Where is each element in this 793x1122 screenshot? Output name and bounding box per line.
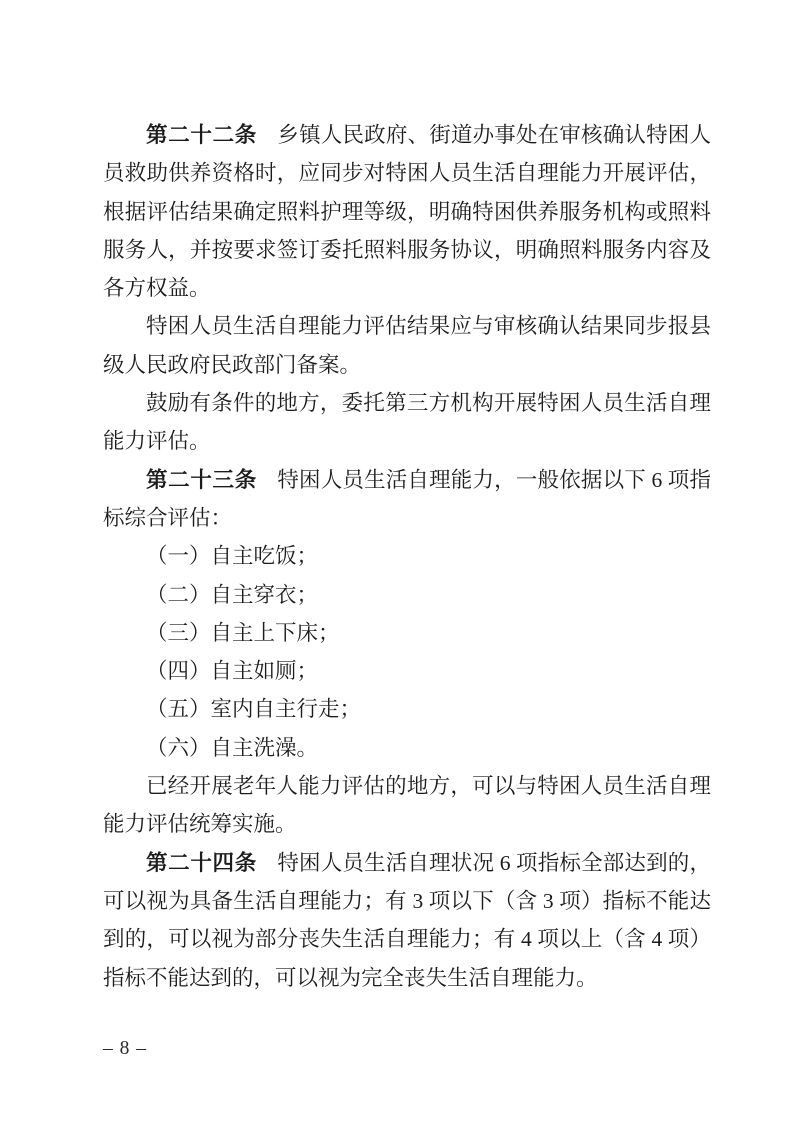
para-elderly-assessment	[103, 767, 711, 844]
filing-requirement-text: 特困人员生活自理能力评估结果应与审核确认结果同步报县级人民政府民政部门备案。	[103, 314, 711, 377]
list-item-4-text: （四）自主如厕；	[146, 659, 319, 684]
list-item-5-text: （五）室内自主行走；	[146, 697, 362, 722]
para-third-party-assessment	[103, 384, 711, 461]
article-22-term: 第二十二条	[146, 123, 257, 147]
para-filing-requirement	[103, 307, 711, 384]
page-number: – 8 –	[103, 1038, 147, 1059]
elderly-assessment-text: 已经开展老年人能力评估的地方，可以与特困人员生活自理能力评估统筹实施。	[103, 774, 711, 837]
list-item-4	[103, 652, 711, 690]
article-23-body: 特困人员生活自理能力，一般依据以下 6 项指标综合评估：	[103, 467, 711, 530]
para-article-22	[103, 116, 711, 307]
para-article-24	[103, 844, 711, 997]
third-party-assessment-text: 鼓励有条件的地方，委托第三方机构开展特困人员生活自理能力评估。	[103, 391, 711, 454]
article-24-term: 第二十四条	[146, 850, 257, 875]
body-text	[103, 116, 711, 997]
list-item-3	[103, 614, 711, 652]
list-item-2-text: （二）自主穿衣；	[146, 582, 319, 607]
list-item-6	[103, 729, 711, 767]
list-item-5	[103, 690, 711, 728]
list-item-6-text: （六）自主洗澡。	[146, 735, 319, 760]
list-item-3-text: （三）自主上下床；	[146, 620, 340, 645]
article-23-term: 第二十三条	[146, 467, 257, 492]
list-item-1-text: （一）自主吃饭；	[146, 544, 319, 569]
list-item-2	[103, 576, 711, 614]
list-item-1	[103, 537, 711, 575]
article-24-body: 特困人员生活自理状况 6 项指标全部达到的，可以视为具备生活自理能力；有 3 项以下（含 3 项）指标不能达到的，可以视为部分丧失生活自理能力；有 4 项以上（含 4 项）指标不能达到的，可以视为完全丧失生活自理能力。	[103, 850, 711, 990]
para-article-23	[103, 461, 711, 538]
article-22-body: 乡镇人民政府、街道办事处在审核确认特困人员救助供养资格时，应同步对特困人员生活自理能力开展评估，根据评估结果确定照料护理等级，明确特困供养服务机构或照料服务人，并按要求签订委托照料服务协议，明确照料服务内容及各方权益。	[103, 123, 711, 301]
